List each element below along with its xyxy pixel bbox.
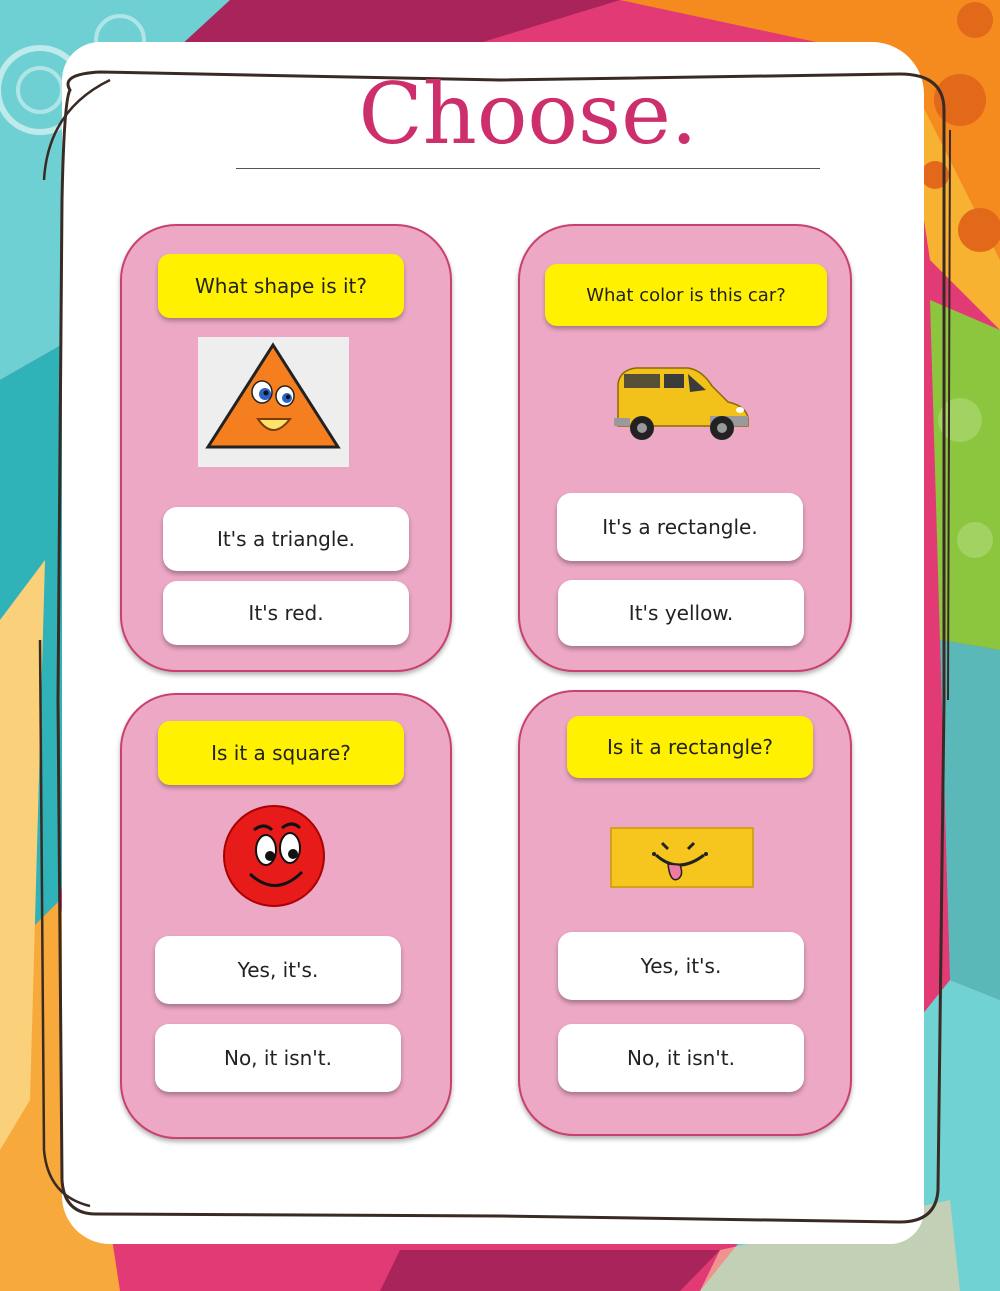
question-label-3: Is it a square? xyxy=(158,721,404,785)
yellow-van-icon xyxy=(610,362,752,446)
question-label-4: Is it a rectangle? xyxy=(567,716,813,778)
question-label-2: What color is this car? xyxy=(545,264,827,326)
answer-button-3b[interactable]: No, it isn't. xyxy=(155,1024,401,1092)
smiling-triangle-icon xyxy=(198,337,349,467)
answer-button-3a[interactable]: Yes, it's. xyxy=(155,936,401,1004)
answer-button-4a[interactable]: Yes, it's. xyxy=(558,932,804,1000)
title-underline xyxy=(236,168,820,169)
question-label-1: What shape is it? xyxy=(158,254,404,318)
page-title: Choose. xyxy=(358,65,698,163)
answer-button-2a[interactable]: It's a rectangle. xyxy=(557,493,803,561)
red-circle-face-icon xyxy=(206,802,342,908)
answer-button-1b[interactable]: It's red. xyxy=(163,581,409,645)
answer-button-4b[interactable]: No, it isn't. xyxy=(558,1024,804,1092)
answer-button-2b[interactable]: It's yellow. xyxy=(558,580,804,646)
answer-button-1a[interactable]: It's a triangle. xyxy=(163,507,409,571)
yellow-rectangle-face-icon xyxy=(610,827,754,888)
